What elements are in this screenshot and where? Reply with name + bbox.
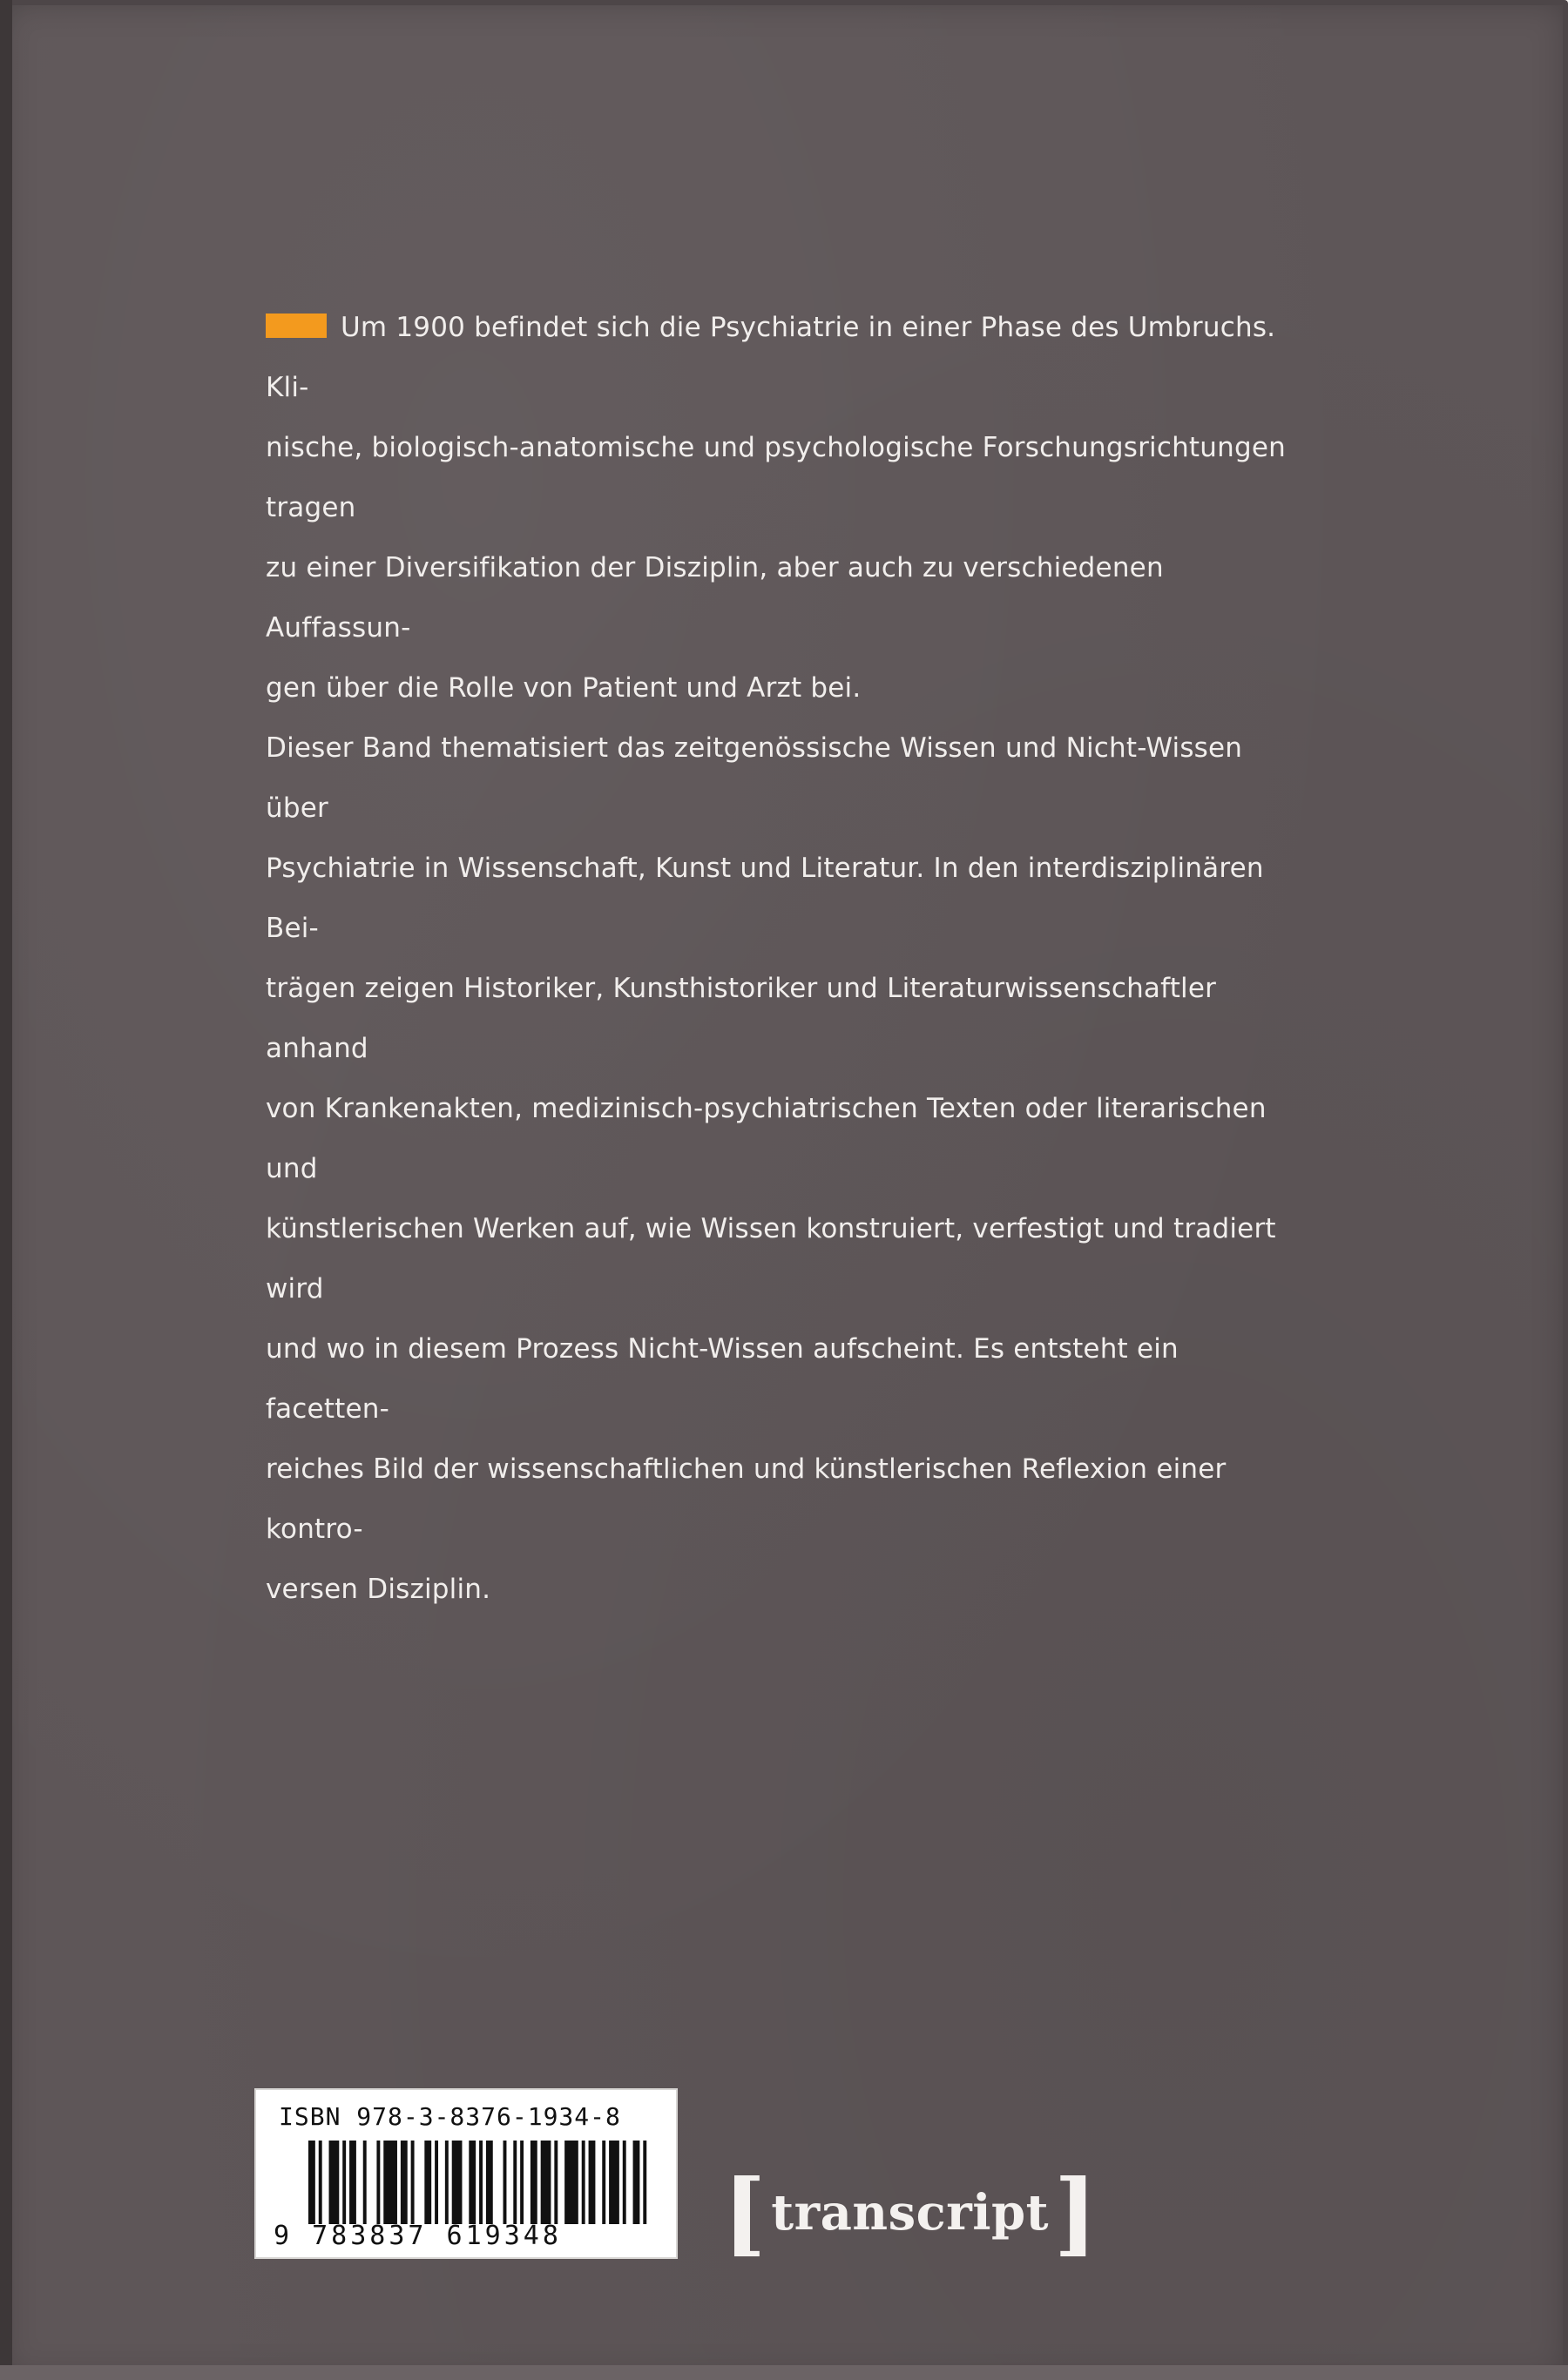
orange-marker-icon	[266, 314, 327, 338]
isbn-number: ISBN 978-3-8376-1934-8	[279, 2102, 621, 2131]
barcode-bar	[564, 2141, 578, 2224]
barcode-bar	[445, 2141, 449, 2224]
blurb-paragraph-1	[266, 298, 1302, 718]
barcode-bar	[589, 2141, 596, 2224]
blurb-text	[266, 298, 1302, 1620]
publisher-name: transcript	[771, 2184, 1050, 2242]
barcode-bar	[376, 2141, 380, 2224]
barcode-bar	[319, 2141, 322, 2224]
barcode-bar	[520, 2141, 524, 2224]
blurb-paragraph-1-text: Um 1900 befindet sich die Psychiatrie in einer Phase des Umbruchs. Kli- nische, biologisch-anatomische und psychologische Forschungsrichtungen tragen zu einer Diversifikation der Disziplin, aber auch zu verschiedenen Auffassun- gen über die Rolle von Patient und Arzt bei.	[266, 312, 1286, 704]
barcode-bar	[541, 2141, 551, 2224]
barcode-bar	[469, 2141, 476, 2224]
barcode-bar	[401, 2141, 408, 2224]
barcode-bar	[609, 2141, 619, 2224]
barcode-bar	[363, 2141, 367, 2224]
barcode-bar	[308, 2141, 315, 2224]
barcode-bar	[479, 2141, 483, 2224]
barcode-bar	[643, 2141, 646, 2224]
barcode-bar	[602, 2141, 605, 2224]
barcode-bar	[349, 2141, 356, 2224]
barcode-bar	[554, 2141, 558, 2224]
barcode-bar	[504, 2141, 507, 2224]
barcode-bar	[411, 2141, 415, 2224]
publisher-bracket-close: ]	[1054, 2159, 1098, 2266]
barcode-bar	[424, 2141, 431, 2224]
isbn-barcode-label	[254, 2088, 678, 2259]
publisher-bracket-open: [	[723, 2159, 767, 2266]
barcode-bar	[383, 2141, 397, 2224]
cover-bottom-edge	[0, 2365, 1568, 2380]
barcode-digits: 9 783837 619348	[274, 2221, 562, 2251]
cover-spine-edge	[0, 0, 12, 2380]
barcode-bar	[486, 2141, 493, 2224]
barcode-icon	[308, 2141, 657, 2224]
barcode-bar	[531, 2141, 537, 2224]
barcode-bar	[435, 2141, 438, 2224]
barcode-bar	[329, 2141, 340, 2224]
barcode-bar	[623, 2141, 626, 2224]
barcode-bar	[633, 2141, 640, 2224]
barcode-bar	[452, 2141, 463, 2224]
barcode-bar	[513, 2141, 517, 2224]
publisher-logo	[723, 2159, 1098, 2266]
barcode-bar	[582, 2141, 585, 2224]
barcode-bar	[342, 2141, 346, 2224]
blurb-paragraph-2: Dieser Band thematisiert das zeitgenössische Wissen und Nicht-Wissen über Psychiatrie in Wissenschaft, Kunst und Literatur. In den interdisziplinären Bei- trägen zeigen Historiker, Kunsthistoriker und Literaturwissenschaftler anhand von Krankenakten, medizinisch-psychiatrischen Texten oder literarischen und künstlerischen Werken auf, wie Wissen konstruiert, verfestigt und tradiert wird und wo in diesem Prozess Nicht-Wissen aufscheint. Es entsteht ein facetten- reiches Bild der wissenschaftlichen und künstlerischen Reflexion einer kontro- versen Disziplin.	[266, 732, 1276, 1605]
